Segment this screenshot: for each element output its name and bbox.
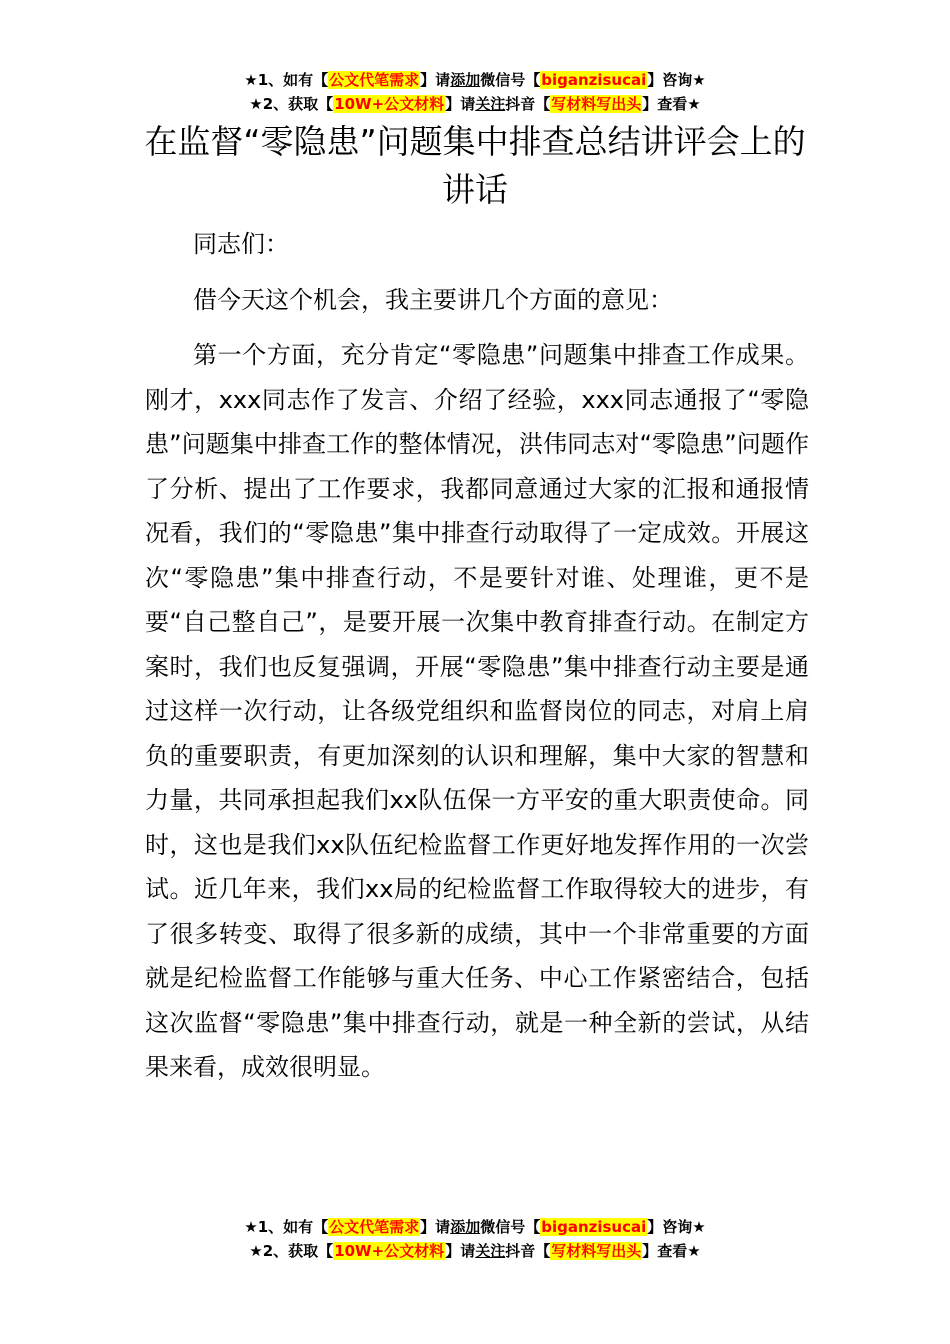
ad-text: 】请 [445, 1242, 476, 1260]
ad-underlined-text: 关注 [475, 95, 506, 113]
ad-text: ★2、获取【 [249, 95, 334, 113]
ad-underlined-text: 添加 [450, 71, 481, 89]
ad-line-2 [0, 92, 950, 116]
ad-text: 】查看★ [642, 1242, 701, 1260]
ad-text: ★1、如有【 [244, 1218, 329, 1236]
ad-line-1 [0, 1215, 950, 1239]
ad-text: 】查看★ [642, 95, 701, 113]
ad-douyin-id: 写材料写出头 [551, 95, 642, 113]
ad-highlight: 10W+公文材料 [334, 95, 445, 113]
ad-text: ★2、获取【 [249, 1242, 334, 1260]
ad-text: 】咨询★ [647, 1218, 706, 1236]
document-title: 在监督“零隐患”问题集中排查总结讲评会上的讲话 [144, 122, 806, 209]
salutation: 同志们： [193, 230, 289, 258]
ad-highlight: 公文代笔需求 [329, 71, 420, 89]
document-body [145, 222, 809, 1101]
ad-highlight: 10W+公文材料 [334, 1242, 445, 1260]
ad-underlined-text: 关注 [475, 1242, 506, 1260]
ad-line-1 [0, 68, 950, 92]
ad-highlight: 公文代笔需求 [329, 1218, 420, 1236]
ad-line-2 [0, 1239, 950, 1263]
ad-underlined-text: 添加 [450, 1218, 481, 1236]
ad-text: 】请 [420, 1218, 451, 1236]
ad-text: 】请 [445, 95, 476, 113]
body-paragraph: 第一个方面，充分肯定“零隐患”问题集中排查工作成果。刚才，xxx同志作了发言、介绍了经验，xxx同志通报了“零隐患”问题集中排查工作的整体情况，洪伟同志对“零隐患”问题作了分析、提出了工作要求，我都同意通过大家的汇报和通报情况看，我们的“零隐患”集中排查行动取得了一定成效。开展这次“零隐患”集中排查行动，不是要针对谁、处理谁，更不是要“自己整自己”，是要开展一次集中教育排查行动。在制定方案时，我们也反复强调，开展“零隐患”集中排查行动主要是通过这样一次行动，让各级党组织和监督岗位的同志，对肩上肩负的重要职责，有更加深刻的认识和理解，集中大家的智慧和力量，共同承担起我们xx队伍保一方平安的重大职责使命。同时，这也是我们xx队伍纪检监督工作更好地发挥作用的一次尝试。近几年来，我们xx局的纪检监督工作取得较大的进步，有了很多转变、取得了很多新的成绩，其中一个非常重要的方面就是纪检监督工作能够与重大任务、中心工作紧密结合，包括这次监督“零隐患”集中排查行动，就是一种全新的尝试，从结果来看，成效很明显。 [145, 341, 809, 1081]
intro-paragraph: 借今天这个机会，我主要讲几个方面的意见： [193, 285, 673, 314]
ad-wechat-id: biganzisucai [541, 71, 647, 89]
ad-wechat-id: biganzisucai [541, 1218, 647, 1236]
ad-banner-top [0, 68, 950, 116]
ad-text: 】请 [420, 71, 451, 89]
ad-text: 】咨询★ [647, 71, 706, 89]
ad-text: 微信号【 [480, 71, 541, 89]
ad-text: ★1、如有【 [244, 71, 329, 89]
ad-douyin-id: 写材料写出头 [551, 1242, 642, 1260]
ad-text: 微信号【 [480, 1218, 541, 1236]
ad-text: 抖音【 [505, 1242, 551, 1260]
ad-text: 抖音【 [505, 95, 551, 113]
ad-banner-bottom [0, 1215, 950, 1263]
